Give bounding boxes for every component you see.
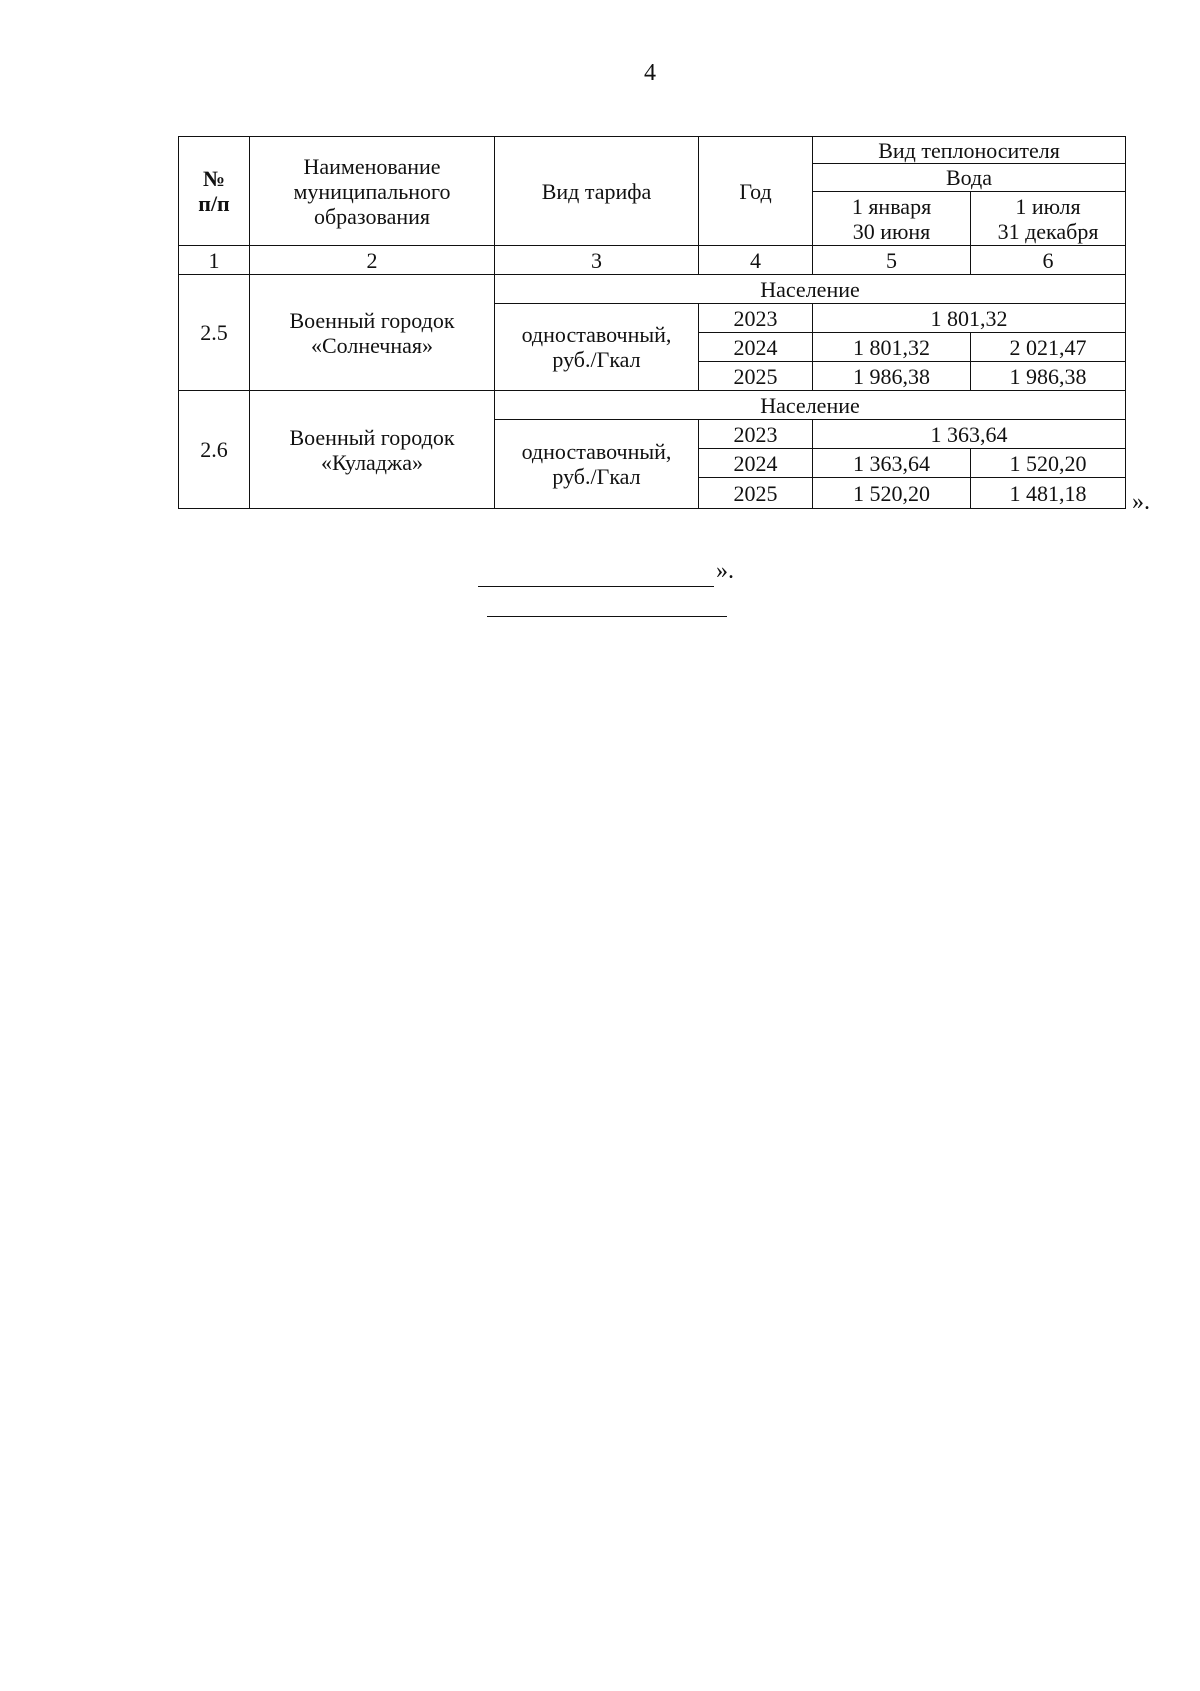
municipality-name: Военный городок «Солнечная» — [250, 275, 495, 391]
municipality-name: Военный городок «Куладжа» — [250, 391, 495, 509]
row-num: 2.6 — [179, 391, 250, 509]
value-cell: 1 520,20 — [971, 449, 1126, 478]
header-period-2: 1 июля 31 декабря — [971, 192, 1126, 246]
header-municipality: Наименование муниципального образования — [250, 137, 495, 246]
value-cell: 1 801,32 — [813, 304, 1126, 333]
col-number: 2 — [250, 246, 495, 275]
signature-underline — [487, 616, 727, 617]
header-water: Вода — [813, 164, 1126, 192]
value-cell: 1 481,18 — [971, 478, 1126, 509]
value-cell: 1 801,32 — [813, 333, 971, 362]
value-cell: 1 363,64 — [813, 449, 971, 478]
signature-line — [478, 560, 714, 587]
year-cell: 2023 — [699, 304, 813, 333]
header-year: Год — [699, 137, 813, 246]
closing-quote: ». — [1132, 489, 1150, 515]
tariff-type: одноставочный, руб./Гкал — [495, 420, 699, 509]
value-cell: 1 986,38 — [971, 362, 1126, 391]
col-number: 3 — [495, 246, 699, 275]
year-cell: 2023 — [699, 420, 813, 449]
value-cell: 1 986,38 — [813, 362, 971, 391]
signature-quote: ». — [716, 558, 734, 584]
header-num: № п/п — [179, 137, 250, 246]
col-number: 1 — [179, 246, 250, 275]
column-number-row — [179, 246, 1126, 275]
tariff-type: одноставочный, руб./Гкал — [495, 304, 699, 391]
year-cell: 2025 — [699, 362, 813, 391]
category-label: Население — [495, 391, 1126, 420]
header-period-1: 1 января 30 июня — [813, 192, 971, 246]
page-number: 4 — [644, 60, 656, 86]
tariff-table — [178, 136, 1126, 509]
value-cell: 2 021,47 — [971, 333, 1126, 362]
year-cell: 2024 — [699, 333, 813, 362]
year-cell: 2025 — [699, 478, 813, 509]
col-number: 4 — [699, 246, 813, 275]
row-num: 2.5 — [179, 275, 250, 391]
col-number: 6 — [971, 246, 1126, 275]
value-cell: 1 520,20 — [813, 478, 971, 509]
header-tariff-type: Вид тарифа — [495, 137, 699, 246]
value-cell: 1 363,64 — [813, 420, 1126, 449]
header-heat-carrier: Вид теплоносителя — [813, 137, 1126, 164]
col-number: 5 — [813, 246, 971, 275]
category-label: Население — [495, 275, 1126, 304]
year-cell: 2024 — [699, 449, 813, 478]
